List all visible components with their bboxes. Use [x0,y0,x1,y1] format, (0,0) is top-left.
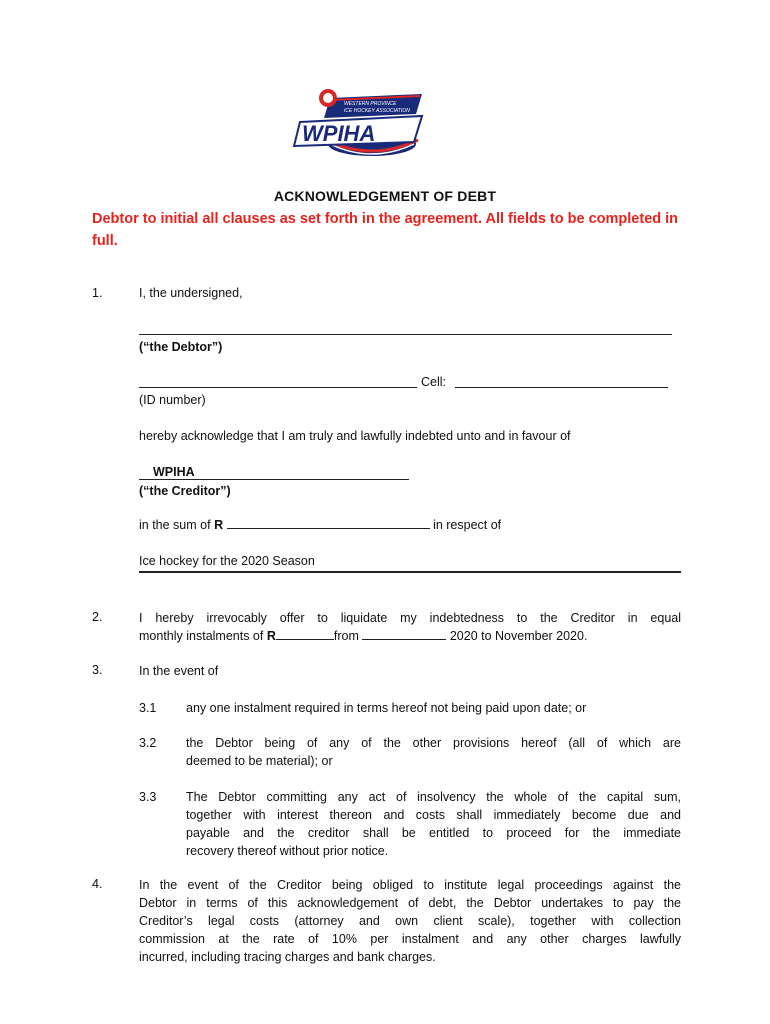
clause-4-line-4: commission at the rate of 10% per instalment and any other charges lawfully [139,932,681,946]
id-number-field[interactable] [139,387,417,388]
clause-3-3-line-3: payable and the creditor shall be entitled to proceed for the immediate [186,826,681,840]
clause-4-number: 4. [92,877,103,891]
clause-1-number: 1. [92,286,103,300]
logo-tagline-2: ICE HOCKEY ASSOCIATION [344,108,410,114]
clause-3-2-line-2: deemed to be material); or [186,754,333,768]
clause-3-number: 3. [92,663,103,677]
debtor-label: (“the Debtor”) [139,340,223,354]
logo-text: WPIHA [302,121,376,146]
instalments-suffix: 2020 to November 2020. [449,629,588,643]
acknowledge-text: hereby acknowledge that I am truly and lawfully indebted unto and in favour of [139,429,571,443]
cell-label: Cell: [421,375,447,389]
clause-3-2-line-1: the Debtor being of any of the other provisions hereof (all of which are [186,736,681,750]
sum-suffix: in respect of [433,518,502,532]
clause-3-intro: In the event of [139,664,219,678]
clause-4-line-1: In the event of the Creditor being obliged to institute legal proceedings against the [139,878,681,892]
id-number-label: (ID number) [139,393,206,407]
clause-3-1-number: 3.1 [139,701,157,715]
instalment-amount-field[interactable] [276,627,334,640]
clause-3-1-text: any one instalment required in terms hereof not being paid upon date; or [186,701,587,715]
debtor-name-field[interactable] [139,334,672,335]
sum-row [139,516,501,534]
instalments-from: from [333,629,359,643]
clause-3-2-number: 3.2 [139,736,157,750]
start-month-field[interactable] [362,627,446,640]
clause-3-3-line-1: The Debtor committing any act of insolvency the whole of the capital sum, [186,790,681,804]
clause-1-intro: I, the undersigned, [139,286,243,300]
sum-amount-field[interactable] [227,516,430,529]
logo-tagline-1: WESTERN PROVINCE [344,101,397,107]
clause-2-line-1: I hereby irrevocably offer to liquidate my indebtedness to the Creditor in equal [139,611,681,625]
debt-purpose: Ice hockey for the 2020 Season [139,554,315,568]
wpiha-logo [290,82,430,164]
instalments-prefix: monthly instalments of [139,629,264,643]
clause-4-line-3: Creditor’s legal costs (attorney and own client scale), together with collection [139,914,681,928]
purpose-underline [139,571,681,573]
clause-3-3-line-4: recovery thereof without prior notice. [186,844,389,858]
creditor-label: (“the Creditor”) [139,484,231,498]
clause-2-line-2 [139,627,587,645]
wpiha-logo-graphic [290,82,430,164]
clause-3-3-line-2: together with interest thereon and costs shall immediately become due and [186,808,681,822]
clause-4-line-5: incurred, including tracing charges and bank charges. [139,950,436,964]
instalment-currency: R [266,629,276,643]
document-title: ACKNOWLEDGEMENT OF DEBT [273,188,497,204]
clause-4-line-2: Debtor in terms of this acknowledgement of debt, the Debtor undertakes to pay the [139,896,681,910]
sum-currency: R [214,518,224,532]
clause-3-3-number: 3.3 [139,790,157,804]
clause-2-number: 2. [92,610,103,624]
creditor-name-field[interactable]: WPIHA [139,463,409,480]
warning-instructions: Debtor to initial all clauses as set forth in the agreement. All fields to be completed in full. [92,211,679,249]
sum-prefix: in the sum of [139,518,211,532]
cell-number-field[interactable] [455,387,668,388]
